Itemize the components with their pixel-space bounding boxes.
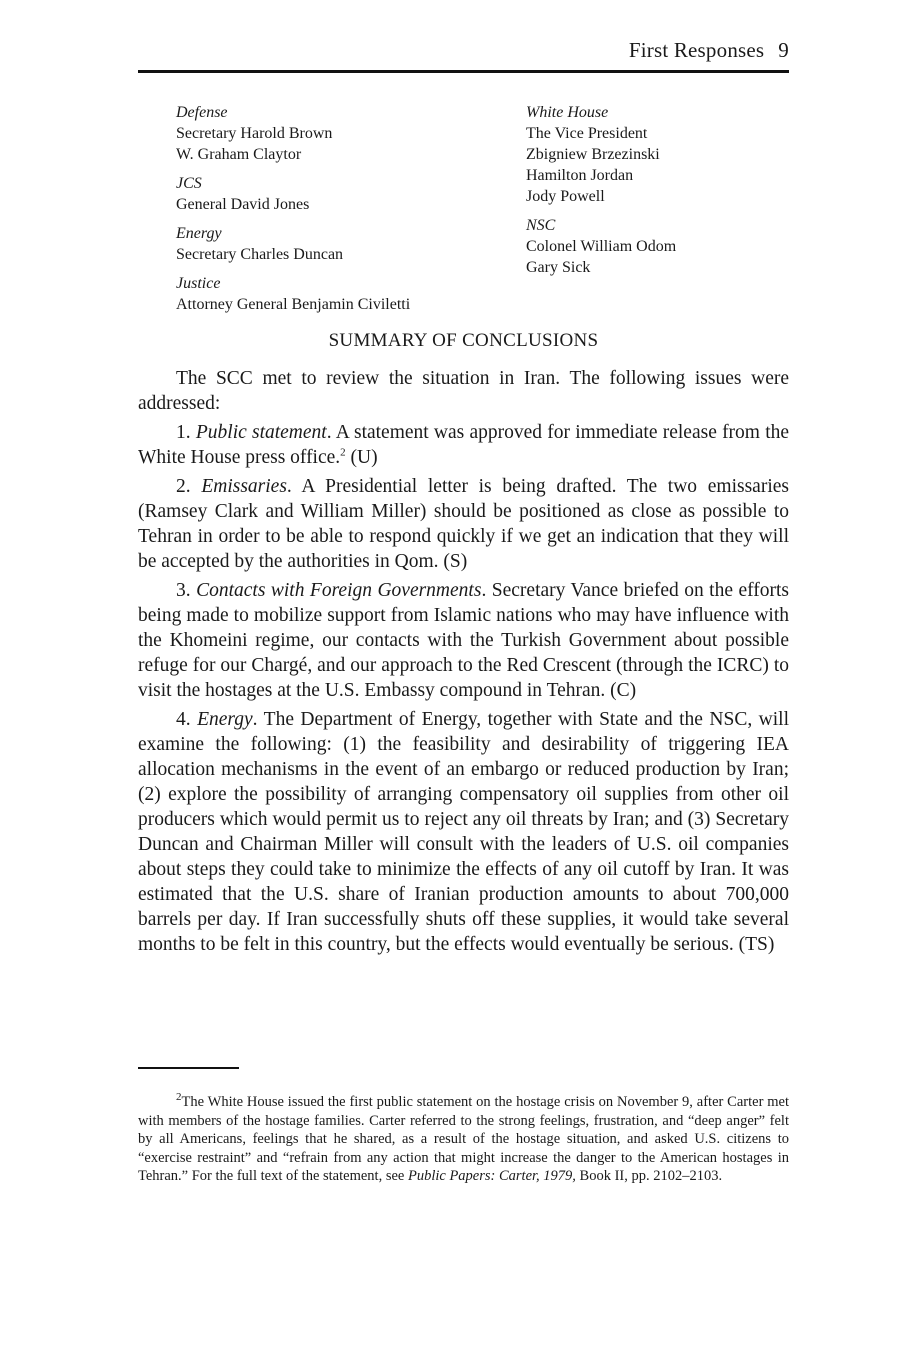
- section-title: SUMMARY OF CONCLUSIONS: [328, 330, 599, 351]
- participant-group-defense: [176, 102, 496, 165]
- header-text: [629, 38, 789, 63]
- footnote-paragraph: [138, 1093, 789, 1186]
- item-number: 4.: [176, 709, 191, 730]
- agency-heading: Energy: [176, 225, 222, 242]
- item-text: A statement was approved for immediate release from the White House press office.: [138, 422, 790, 468]
- intro-paragraph: The SCC met to review the situation in Iran. The following issues were addressed:: [138, 368, 789, 414]
- page-number: 9: [778, 38, 789, 62]
- participant-group-jcs: [176, 173, 496, 215]
- participant: Hamilton Jordan: [526, 167, 634, 184]
- conclusion-item: 2. Emissaries. A Presidential letter is being drafted. The two emissaries (Ramsey Clark and William Miller) should be positioned as close as possible to Tehran in order to be able to respond quickly if we get an indication that they will be accepted by the authorities in Qom. (S): [138, 476, 789, 572]
- participant: Gary Sick: [526, 259, 591, 276]
- item-number: 1.: [176, 422, 191, 443]
- participants-left-column: [176, 102, 496, 323]
- footnote-reference[interactable]: 2: [340, 446, 346, 459]
- running-header: [138, 36, 789, 73]
- conclusion-item: 1. Public statement. A statement was approved for immediate release from the White House press office.$^2$ (U): [138, 422, 790, 468]
- participant-group-nsc: [526, 215, 806, 278]
- item-title: Emissaries: [201, 476, 287, 497]
- participant: The Vice President: [526, 125, 648, 142]
- item-text: The Department of Energy, together with State and the NSC, will examine the following: (1) the feasibility and desirability of triggering IEA allocation mechanisms in the event of an embargo or reduced production by Iran; (2) explore the possibility of arranging compensatory oil supplies from other oil producers which would permit us to reject any oil threats by Iran; and (3) Secretary Duncan and Chairman Miller will consult with the leaders of U.S. oil companies about steps they could take to minimize the effects of any oil cutoff by Iran. It was estimated that the U.S. share of Iranian production amounts to about 700,000 barrels per day. If Iran successfully shuts off these supplies, it would take several months to be felt in this country, but the effects would eventually be serious. (TS): [138, 709, 790, 955]
- item-text: A Presidential letter is being drafted. The two emissaries (Ramsey Clark and William Miller) should be positioned as close as possible to Tehran in order to be able to respond quickly if we get an indication that they will be accepted by the authorities in Qom. (S): [138, 476, 789, 572]
- participant: Secretary Harold Brown: [176, 125, 333, 142]
- footnote: [138, 1093, 789, 1186]
- participant: W. Graham Claytor: [176, 146, 302, 163]
- agency-heading: JCS: [176, 175, 202, 192]
- item-title: Contacts with Foreign Governments: [196, 580, 482, 601]
- participant-group-white-house: [526, 102, 806, 207]
- participant: Jody Powell: [526, 188, 605, 205]
- item-text: Secretary Vance briefed on the efforts being made to mobilize support from Islamic nations who may have influence with the Khomeini regime, our contacts with the Turkish Government about possible refuge for our Chargé, and our approach to the Red Crescent (through the ICRC) to visit the hostages at the U.S. Embassy compound in Tehran. (C): [138, 580, 789, 701]
- agency-heading: White House: [526, 104, 609, 121]
- footnote-text-end: Book II, pp. 2102–2103.: [575, 1168, 723, 1184]
- footnote-marker: 2: [176, 1091, 182, 1104]
- footnote-citation: Public Papers: Carter, 1979,: [407, 1168, 576, 1184]
- footnote-text: The White House issued the first public statement on the hostage crisis on November 9, after Carter met with members of the hostage families. Carter referred to the strong feelings, frustration, and “deep anger” felt by all Americans, feelings that he shared, as a result of the hostage situation, and asked U.S. citizens to “exercise restraint” and “refrain from any action that might increase the danger to the American hostages in Tehran.” For the full text of the statement, see: [138, 1094, 789, 1184]
- participant-group-energy: [176, 223, 496, 265]
- conclusion-item: 3. Contacts with Foreign Governments. Secretary Vance briefed on the efforts being made to mobilize support from Islamic nations who may have influence with the Khomeini regime, our contacts with the Turkish Government about possible refuge for our Chargé, and our approach to the Red Crescent (through the ICRC) to visit the hostages at the U.S. Embassy compound in Tehran. (C): [138, 580, 789, 701]
- participant: Colonel William Odom: [526, 238, 677, 255]
- item-title: Energy: [197, 709, 253, 730]
- item-number: 3.: [176, 580, 191, 601]
- item-number: 2.: [176, 476, 191, 497]
- participants-right-column: [526, 102, 806, 286]
- participant: Zbigniew Brzezinski: [526, 146, 660, 163]
- agency-heading: Defense: [176, 104, 228, 121]
- participant-group-justice: [176, 273, 496, 315]
- summary-body: [138, 366, 789, 961]
- header-title: First Responses: [628, 38, 765, 62]
- agency-heading: Justice: [176, 275, 221, 292]
- item-title: Public statement: [195, 422, 327, 443]
- participant: General David Jones: [176, 196, 310, 213]
- footnote-divider: [138, 1067, 239, 1069]
- participant: Secretary Charles Duncan: [176, 246, 344, 263]
- agency-heading: NSC: [526, 217, 556, 234]
- participant: Attorney General Benjamin Civiletti: [176, 296, 411, 313]
- classification-marking: (U): [345, 447, 378, 468]
- conclusion-item: 4. Energy. The Department of Energy, together with State and the NSC, will examine the following: (1) the feasibility and desirability of triggering IEA allocation mechanisms in the event of an embargo or reduced production by Iran; (2) explore the possibility of arranging compensatory oil supplies from other oil producers which would permit us to reject any oil threats by Iran; and (3) Secretary Duncan and Chairman Miller will consult with the leaders of U.S. oil companies about steps they could take to minimize the effects of any oil cutoff by Iran. It was estimated that the U.S. share of Iranian production amounts to about 700,000 barrels per day. If Iran successfully shuts off these supplies, it would take several months to be felt in this country, but the effects would eventually be serious. (TS): [138, 709, 790, 955]
